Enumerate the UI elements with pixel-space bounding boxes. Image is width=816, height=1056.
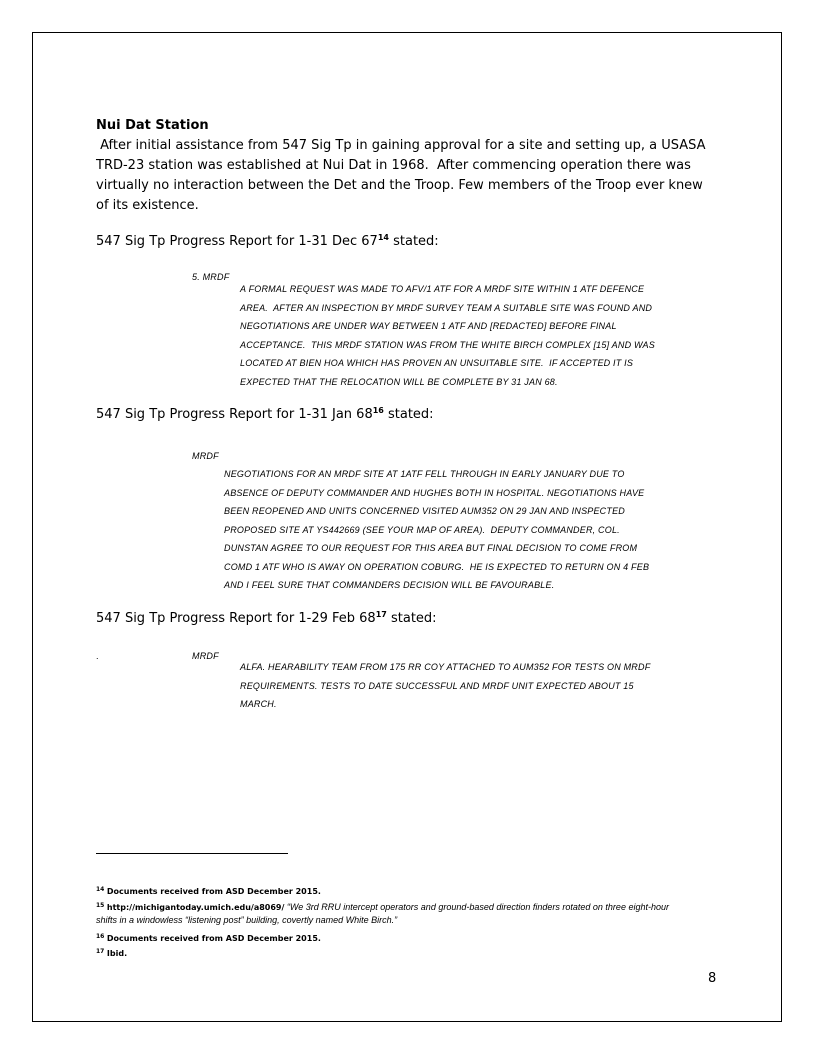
footnote-text: Documents received from ASD December 2015. <box>106 934 321 943</box>
quote-line: AREA. AFTER AN INSPECTION BY MRDF SURVEY TEAM A SUITABLE SITE WAS FOUND AND <box>240 302 653 313</box>
quote-line: MARCH. <box>240 699 277 709</box>
footnote-ref: 16 <box>372 406 384 415</box>
report-quote <box>224 465 724 595</box>
report-heading-suffix: stated: <box>386 611 437 626</box>
footnote-number: 14 <box>96 886 105 893</box>
footnote <box>96 931 726 945</box>
quote-line: DUNSTAN AGREE TO OUR REQUEST FOR THIS AREA BUT FINAL DECISION TO COME FROM <box>224 543 638 553</box>
paragraph-line: After initial assistance from 547 Sig Tp in gaining approval for a site and setting up, a USASA <box>96 138 706 153</box>
report-heading-text: 547 Sig Tp Progress Report for 1-31 Jan 68 <box>96 407 373 422</box>
report-heading-text: 547 Sig Tp Progress Report for 1-29 Feb 68 <box>96 611 376 626</box>
footnote <box>96 946 726 960</box>
footnote-text: Ibid. <box>106 949 128 958</box>
quote-line: LOCATED AT BIEN HOA WHICH HAS PROVEN AN UNSUITABLE SITE. IF ACCEPTED IT IS <box>240 358 634 368</box>
paragraph-line: of its existence. <box>96 198 199 213</box>
footnote-quote-cont: shifts in a windowless “listening post” building, covertly named White Birch.” <box>96 915 398 925</box>
paragraph-line: TRD-23 station was established at Nui Dat in 1968. After commencing operation there was <box>96 158 691 173</box>
stray-mark: . <box>96 651 99 661</box>
report-quote <box>240 280 730 391</box>
footnote-quote: “We 3rd RRU intercept operators and ground-based direction finders rotated on three eight-hour <box>284 902 669 912</box>
quote-line: NEGOTIATIONS FOR AN MRDF SITE AT 1ATF FELL THROUGH IN EARLY JANUARY DUE TO <box>224 469 625 479</box>
quote-line: A FORMAL REQUEST WAS MADE TO AFV/1 ATF FOR A MRDF SITE WITHIN 1 ATF DEFENCE <box>240 284 645 294</box>
footnote <box>96 900 726 926</box>
footnote <box>96 884 726 898</box>
report-item-label: MRDF <box>192 451 219 461</box>
footnote-link[interactable]: http://michigantoday.umich.edu/a8069/ <box>106 903 285 912</box>
footnote-ref: 17 <box>375 610 387 619</box>
footnote-text: Documents received from ASD December 2015. <box>106 887 321 896</box>
section-body <box>96 116 726 216</box>
footnote-ref: 14 <box>377 233 389 242</box>
report-heading-text: 547 Sig Tp Progress Report for 1-31 Dec 67 <box>96 234 378 249</box>
report-item-label: MRDF <box>192 651 219 661</box>
report-heading <box>96 233 439 249</box>
quote-line: BEEN REOPENED AND UNITS CONCERNED VISITED AUM352 ON 29 JAN AND INSPECTED <box>224 506 625 516</box>
page-number: 8 <box>708 971 717 986</box>
quote-line: ABSENCE OF DEPUTY COMMANDER AND HUGHES BOTH IN HOSPITAL. NEGOTIATIONS HAVE <box>224 487 645 498</box>
quote-line: REQUIREMENTS. TESTS TO DATE SUCCESSFUL AND MRDF UNIT EXPECTED ABOUT 15 <box>240 680 634 691</box>
quote-line: NEGOTIATIONS ARE UNDER WAY BETWEEN 1 ATF AND [REDACTED] BEFORE FINAL <box>240 321 617 331</box>
footnote-number: 17 <box>96 948 105 955</box>
quote-line: COMD 1 ATF WHO IS AWAY ON OPERATION COBURG. HE IS EXPECTED TO RETURN ON 4 FEB <box>224 561 650 572</box>
report-heading-suffix: stated: <box>388 234 439 249</box>
report-heading <box>96 406 434 422</box>
report-item-label: 5. MRDF <box>192 272 230 282</box>
footnote-separator <box>96 853 288 854</box>
quote-line: EXPECTED THAT THE RELOCATION WILL BE COMPLETE BY 31 JAN 68. <box>240 376 558 387</box>
paragraph-line: virtually no interaction between the Det and the Troop. Few members of the Troop ever knew <box>96 178 703 193</box>
quote-line: ALFA. HEARABILITY TEAM FROM 175 RR COY ATTACHED TO AUM352 FOR TESTS ON MRDF <box>240 662 651 672</box>
quote-line: PROPOSED SITE AT YS442669 (SEE YOUR MAP OF AREA). DEPUTY COMMANDER, COL. <box>224 524 620 535</box>
quote-line: AND I FEEL SURE THAT COMMANDERS DECISION WILL BE FAVOURABLE. <box>224 580 555 590</box>
section-title: Nui Dat Station <box>96 118 209 133</box>
report-quote <box>240 658 730 714</box>
quote-line: ACCEPTANCE. THIS MRDF STATION WAS FROM THE WHITE BIRCH COMPLEX [15] AND WAS <box>240 339 655 350</box>
report-heading-suffix: stated: <box>383 407 434 422</box>
report-heading <box>96 610 437 626</box>
footnote-number: 15 <box>96 902 105 909</box>
footnote-number: 16 <box>96 933 105 940</box>
